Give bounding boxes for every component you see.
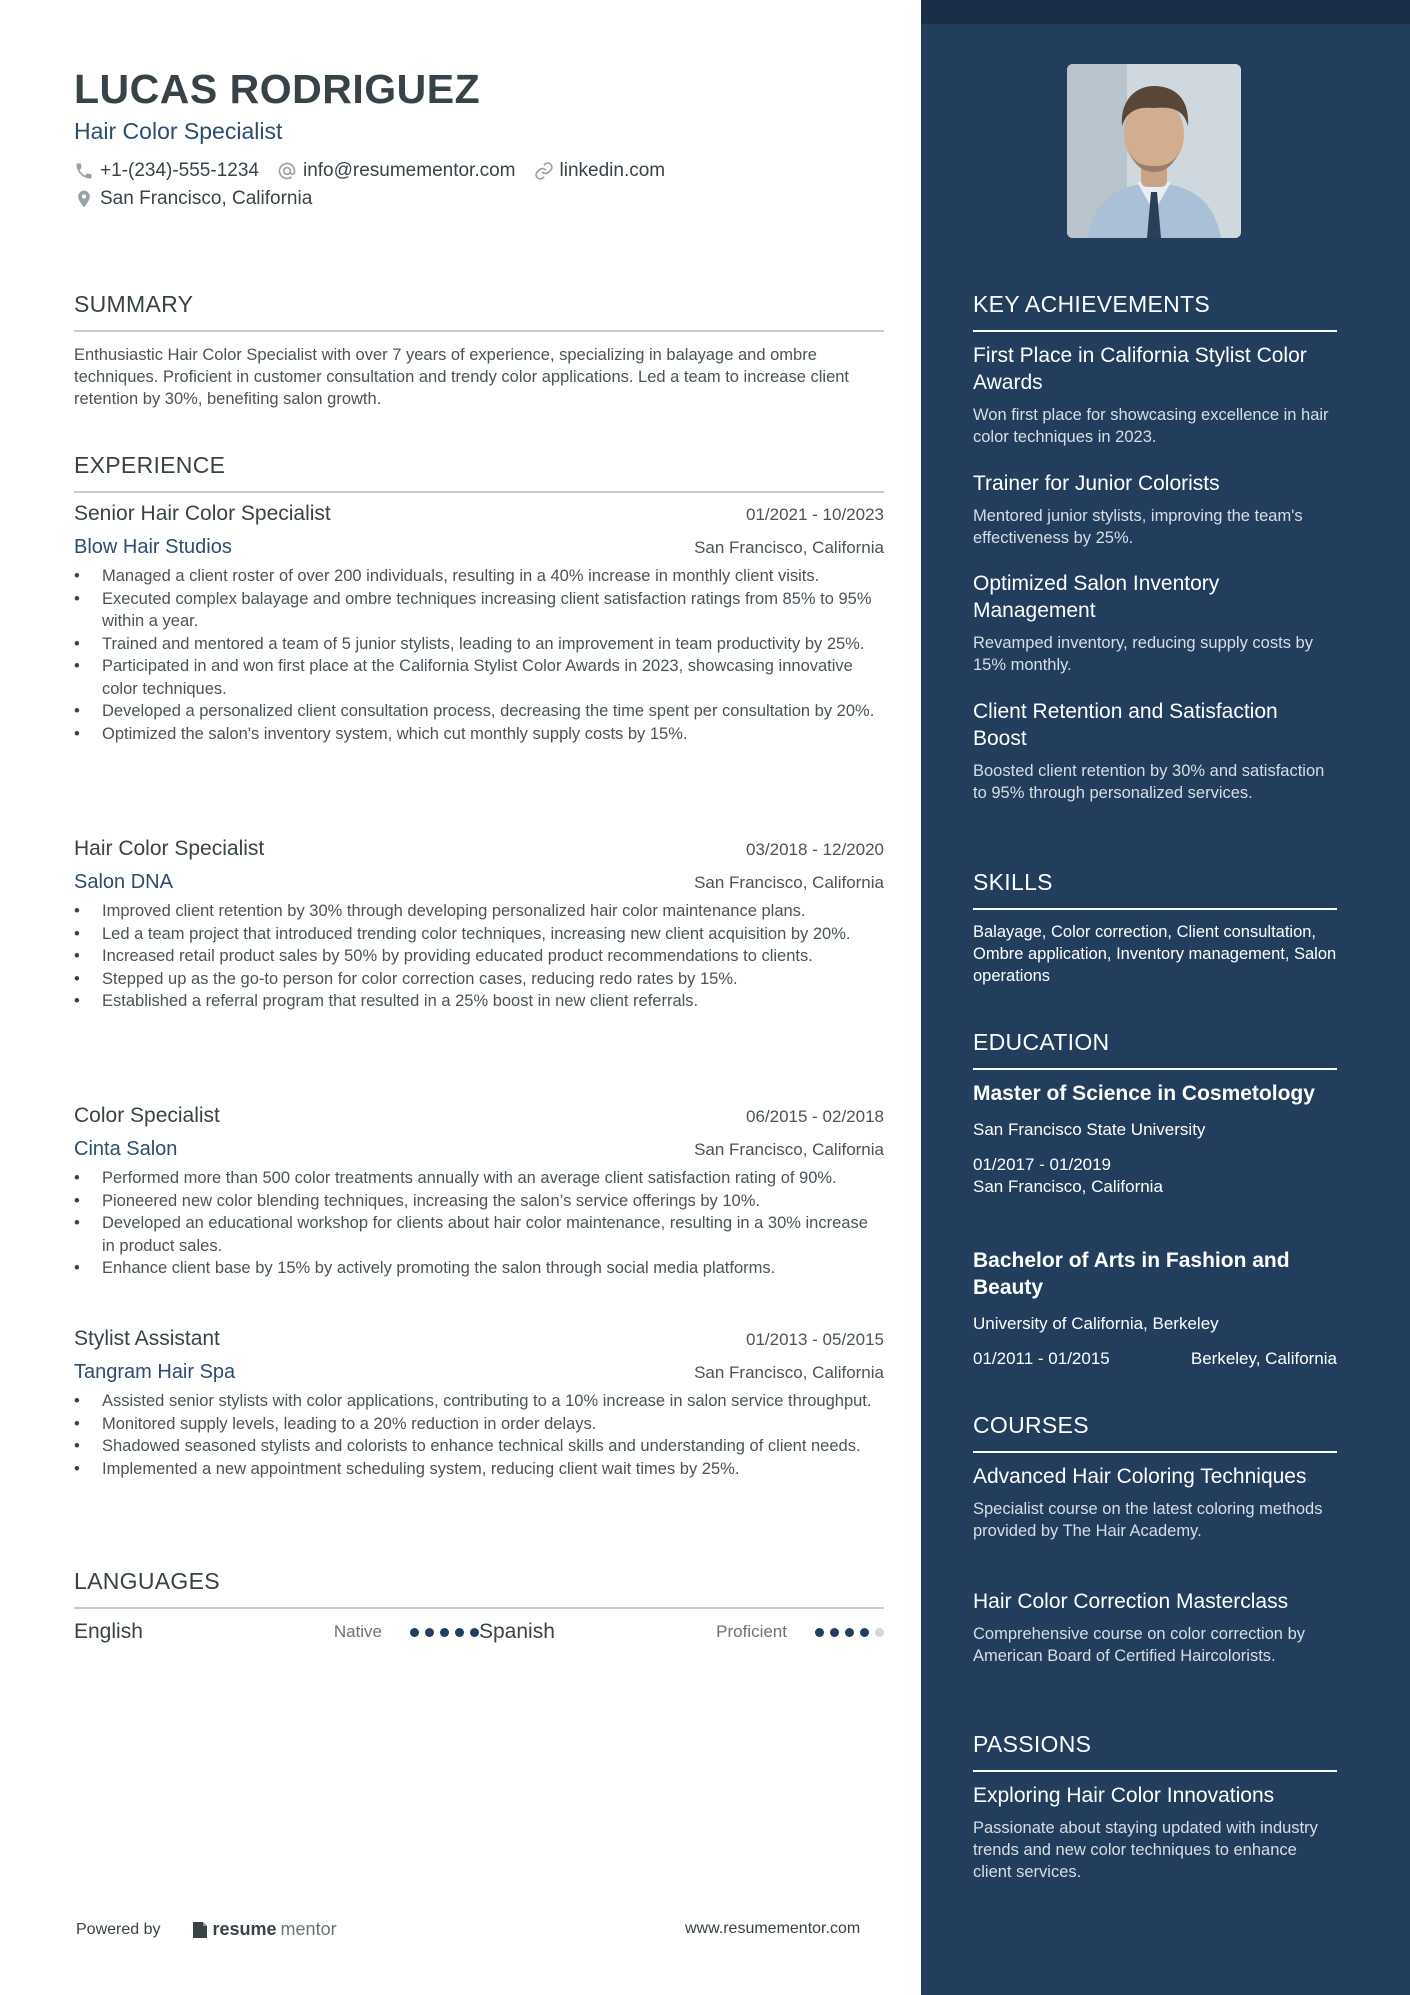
bullet-item: • Established a referral program that resulted in a 25% boost in new client referrals. bbox=[74, 990, 884, 1013]
language-name: Spanish bbox=[479, 1620, 555, 1643]
job-title: Senior Hair Color Specialist bbox=[74, 502, 331, 525]
passion-desc: Passionate about staying updated with industry trends and new color techniques to enhance client services. bbox=[973, 1819, 1318, 1881]
achievement-item bbox=[973, 342, 1337, 448]
rating-dot bbox=[455, 1628, 464, 1637]
email-link[interactable]: info@resumementor.com bbox=[302, 160, 516, 181]
passion-title: Exploring Hair Color Innovations bbox=[973, 1784, 1275, 1807]
job-location: San Francisco, California bbox=[694, 538, 884, 557]
achievement-desc: Revamped inventory, reducing supply costs by 15% monthly. bbox=[973, 634, 1313, 674]
job-dates: 06/2015 - 02/2018 bbox=[745, 1107, 884, 1126]
bullet-item: • Led a team project that introduced trending color techniques, increasing new client acquisition by 20%. bbox=[74, 923, 884, 946]
education-heading: EDUCATION bbox=[973, 1029, 1337, 1070]
job-title: Color Specialist bbox=[74, 1104, 220, 1127]
job-location: San Francisco, California bbox=[694, 1140, 884, 1159]
language-rating bbox=[410, 1628, 479, 1637]
skills-text: Balayage, Color correction, Client consultation, Ombre application, Inventory management, Salon operations bbox=[973, 923, 1337, 985]
achievements-heading: KEY ACHIEVEMENTS bbox=[973, 291, 1337, 332]
link-icon bbox=[534, 161, 554, 181]
bullet-item: • Developed an educational workshop for clients about hair color maintenance, resulting in a 30% increase in product sales. bbox=[74, 1212, 884, 1257]
course-desc: Comprehensive course on color correction by American Board of Certified Haircolorists. bbox=[973, 1625, 1305, 1665]
education-item bbox=[973, 1080, 1337, 1198]
languages-row bbox=[74, 1620, 884, 1644]
contact-row bbox=[74, 160, 665, 182]
language-item bbox=[74, 1620, 479, 1644]
rating-dot bbox=[860, 1628, 869, 1637]
job-entry bbox=[74, 502, 884, 745]
job-location: San Francisco, California bbox=[694, 1363, 884, 1382]
powered-by-label: Powered by bbox=[76, 1920, 161, 1938]
brand-bold-text: resume bbox=[212, 1919, 277, 1939]
education-school: University of California, Berkeley bbox=[973, 1314, 1219, 1333]
portrait-image bbox=[1067, 64, 1241, 238]
rating-dot bbox=[440, 1628, 449, 1637]
bullet-item: • Developed a personalized client consultation process, decreasing the time spent per consultation by 20%. bbox=[74, 700, 884, 723]
language-name: English bbox=[74, 1620, 143, 1643]
job-bullets bbox=[74, 1390, 884, 1480]
job-dates: 01/2013 - 05/2015 bbox=[745, 1330, 884, 1349]
brand-light-text: mentor bbox=[280, 1919, 337, 1939]
passions-heading: PASSIONS bbox=[973, 1731, 1337, 1772]
contact-phone bbox=[74, 160, 259, 182]
bullet-item: • Managed a client roster of over 200 individuals, resulting in a 40% increase in monthly client visits. bbox=[74, 565, 884, 588]
achievement-desc: Mentored junior stylists, improving the team's effectiveness by 25%. bbox=[973, 507, 1303, 547]
job-entry bbox=[74, 1327, 884, 1480]
bullet-item: • Pioneered new color blending techniques, increasing the salon’s service offerings by 10%. bbox=[74, 1190, 884, 1213]
passion-item bbox=[973, 1782, 1337, 1883]
education-item bbox=[973, 1247, 1337, 1370]
summary-text: Enthusiastic Hair Color Specialist with over 7 years of experience, specializing in balayage and ombre techniques. Proficient in customer consultation and trendy color applications. Led a team to increase client retention by 30%, benefiting salon growth. bbox=[74, 346, 850, 408]
bullet-item: • Stepped up as the go-to person for color correction cases, reducing redo rates by 15%. bbox=[74, 968, 884, 991]
achievement-title: Client Retention and Satisfaction Boost bbox=[973, 700, 1278, 750]
achievement-desc: Boosted client retention by 30% and satisfaction to 95% through personalized services. bbox=[973, 762, 1325, 802]
rating-dot bbox=[830, 1628, 839, 1637]
contact-location bbox=[74, 188, 312, 210]
achievement-title: Optimized Salon Inventory Management bbox=[973, 572, 1220, 622]
education-dates: 01/2011 - 01/2015 bbox=[973, 1349, 1110, 1368]
education-location: Berkeley, California bbox=[1190, 1349, 1337, 1368]
course-item bbox=[973, 1588, 1337, 1667]
contact-email bbox=[277, 160, 516, 182]
language-level: Proficient bbox=[716, 1622, 787, 1641]
job-dates: 03/2018 - 12/2020 bbox=[745, 840, 884, 859]
job-entry bbox=[74, 1104, 884, 1280]
course-title: Advanced Hair Coloring Techniques bbox=[973, 1465, 1307, 1488]
job-company: Salon DNA bbox=[74, 871, 173, 893]
location-row bbox=[74, 188, 312, 210]
achievement-title: First Place in California Stylist Color Awards bbox=[973, 344, 1307, 394]
course-item bbox=[973, 1463, 1337, 1542]
rating-dot bbox=[845, 1628, 854, 1637]
brand-logo[interactable] bbox=[191, 1919, 337, 1940]
resumementor-logo-icon bbox=[191, 1920, 209, 1940]
course-desc: Specialist course on the latest coloring methods provided by The Hair Academy. bbox=[973, 1500, 1323, 1540]
achievement-item bbox=[973, 698, 1337, 804]
job-bullets bbox=[74, 900, 884, 1013]
profile-photo bbox=[1067, 64, 1241, 238]
job-bullets bbox=[74, 1167, 884, 1280]
achievement-desc: Won first place for showcasing excellence in hair color techniques in 2023. bbox=[973, 406, 1329, 446]
job-location: San Francisco, California bbox=[694, 873, 884, 892]
contact-linkedin bbox=[534, 160, 666, 182]
phone-icon bbox=[74, 161, 94, 181]
job-company: Blow Hair Studios bbox=[74, 536, 232, 558]
bullet-item: • Shadowed seasoned stylists and colorists to enhance technical skills and understanding of client needs. bbox=[74, 1435, 884, 1458]
bullet-item: • Enhance client base by 15% by actively promoting the salon through social media platforms. bbox=[74, 1257, 884, 1280]
education-degree: Bachelor of Arts in Fashion and Beauty bbox=[973, 1249, 1290, 1299]
job-entry bbox=[74, 837, 884, 1013]
job-title: Hair Color Specialist bbox=[74, 837, 265, 860]
bullet-item: • Monitored supply levels, leading to a 20% reduction in order delays. bbox=[74, 1413, 884, 1436]
job-bullets bbox=[74, 565, 884, 745]
candidate-role: Hair Color Specialist bbox=[74, 118, 283, 144]
bullet-item: • Optimized the salon's inventory system, which cut monthly supply costs by 15%. bbox=[74, 723, 884, 746]
bullet-item: • Increased retail product sales by 50% by providing educated product recommendations to clients. bbox=[74, 945, 884, 968]
sidebar bbox=[921, 0, 1410, 1995]
bullet-item: • Improved client retention by 30% through developing personalized hair color maintenance plans. bbox=[74, 900, 884, 923]
skills-heading: SKILLS bbox=[973, 869, 1337, 910]
languages-heading: LANGUAGES bbox=[74, 1568, 884, 1609]
education-school: San Francisco State University bbox=[973, 1120, 1206, 1139]
courses-heading: COURSES bbox=[973, 1412, 1337, 1453]
experience-heading: EXPERIENCE bbox=[74, 452, 884, 493]
candidate-name: LUCAS RODRIGUEZ bbox=[74, 66, 481, 112]
achievement-title: Trainer for Junior Colorists bbox=[973, 472, 1220, 495]
linkedin-link[interactable]: linkedin.com bbox=[559, 160, 666, 181]
language-level: Native bbox=[333, 1622, 382, 1641]
bullet-item: • Implemented a new appointment scheduling system, reducing client wait times by 25%. bbox=[74, 1458, 884, 1481]
language-item bbox=[479, 1620, 884, 1644]
rating-dot bbox=[875, 1628, 884, 1637]
achievement-item bbox=[973, 470, 1337, 549]
language-rating bbox=[815, 1628, 884, 1637]
rating-dot bbox=[470, 1628, 479, 1637]
bullet-item: • Assisted senior stylists with color applications, contributing to a 10% increase in salon service throughput. bbox=[74, 1390, 884, 1413]
phone-text[interactable]: +1-(234)-555-1234 bbox=[100, 160, 259, 181]
summary-heading: SUMMARY bbox=[74, 291, 884, 332]
bullet-item: • Participated in and won first place at the California Stylist Color Awards in 2023, showcasing innovative color techniques. bbox=[74, 655, 884, 700]
at-icon bbox=[277, 161, 297, 181]
job-company: Tangram Hair Spa bbox=[74, 1361, 236, 1383]
education-meta-row bbox=[973, 1348, 1337, 1370]
sidebar-top-bar bbox=[921, 0, 1410, 24]
job-dates: 01/2021 - 10/2023 bbox=[745, 505, 884, 524]
job-title: Stylist Assistant bbox=[74, 1327, 220, 1350]
course-title: Hair Color Correction Masterclass bbox=[973, 1590, 1289, 1613]
education-location: San Francisco, California bbox=[973, 1177, 1163, 1196]
rating-dot bbox=[410, 1628, 419, 1637]
location-pin-icon bbox=[74, 189, 94, 209]
education-dates: 01/2017 - 01/2019 bbox=[973, 1155, 1112, 1174]
footer-powered bbox=[76, 1919, 337, 1940]
rating-dot bbox=[815, 1628, 824, 1637]
education-degree: Master of Science in Cosmetology bbox=[973, 1082, 1315, 1105]
rating-dot bbox=[425, 1628, 434, 1637]
bullet-item: • Performed more than 500 color treatments annually with an average client satisfaction rating of 90%. bbox=[74, 1167, 884, 1190]
location-text: San Francisco, California bbox=[100, 188, 313, 209]
bullet-item: • Executed complex balayage and ombre techniques increasing client satisfaction ratings from 85% to 95% within a year. bbox=[74, 588, 884, 633]
job-company: Cinta Salon bbox=[74, 1138, 178, 1160]
bullet-item: • Trained and mentored a team of 5 junior stylists, leading to an improvement in team productivity by 25%. bbox=[74, 633, 884, 656]
achievement-item bbox=[973, 570, 1337, 676]
footer-website[interactable]: www.resumementor.com bbox=[685, 1920, 861, 1937]
